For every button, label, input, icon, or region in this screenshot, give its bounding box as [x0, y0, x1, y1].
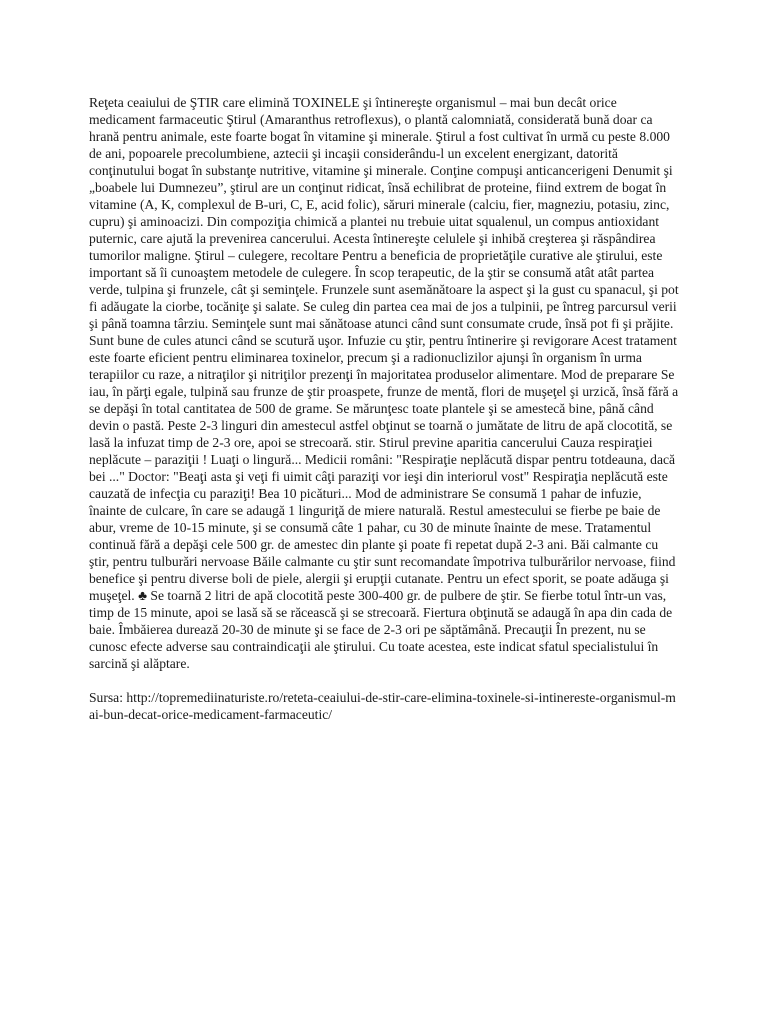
- document-content: [89, 94, 681, 723]
- source-link: Sursa: http://topremediinaturiste.ro/reteta-ceaiului-de-stir-care-elimina-toxinele-si-intinereste-organismul-mai-bun-decat-orice-medicament-farmaceutic/: [89, 690, 676, 722]
- article-body: Reţeta ceaiului de ŞTIR care elimină TOXINELE şi întinereşte organismul – mai bun decât orice medicament farmaceutic Ştirul (Amaranthus retroflexus), o plantă calomniată, considerată bună doar ca hrană pentru animale, este foarte bogat în vitamine şi minerale. Ştirul a fost cultivat în urmă cu peste 8.000 de ani, popoarele precolumbiene, aztecii şi incaşii considerându-l un excelent energizant, datorită conţinutului bogat în substanţe nutritive, vitamine şi minerale. Conţine compuşi anticancerigeni Denumit şi „boabele lui Dumnezeu”, ştirul are un conţinut ridicat, însă echilibrat de proteine, fiind extrem de bogat în vitamine (A, K, complexul de B-uri, C, E, acid folic), săruri minerale (calciu, fier, magneziu, potasiu, zinc, cupru) şi aminoacizi. Din compoziţia chimică a plantei nu trebuie uitat squalenul, un compus antioxidant puternic, care ajută la prevenirea cancerului. Acesta întinereşte celulele şi inhibă creşterea şi răspândirea tumorilor maligne. Ştirul – culegere, recoltare Pentru a beneficia de proprietăţile curative ale ştirului, este important să îi cunoaştem metodele de culegere. În scop terapeutic, de la ştir se consumă atât atât partea verde, tulpina şi frunzele, cât şi seminţele. Frunzele sunt asemănătoare la aspect şi la gust cu spanacul, şi pot fi adăugate la ciorbe, tocăniţe şi salate. Se culeg din partea cea mai de jos a tulpinii, pe întreg parcursul verii şi până toamna târziu. Seminţele sunt mai sănătoase atunci când sunt consumate crude, însă pot fi şi prăjite. Sunt bune de cules atunci când se scutură uşor. Infuzie cu ştir, pentru întinerire şi revigorare Acest tratament este foarte eficient pentru eliminarea toxinelor, precum şi a radionuclizilor ajunşi în organism în urma terapiilor cu raze, a nitraţilor şi nitriţilor prezenţi în majoritatea produselor alimentare. Mod de preparare Se iau, în părţi egale, tulpină sau frunze de ştir proaspete, frunze de mentă, flori de muşeţel şi urzică, însă fără a se depăşi în total cantitatea de 500 de grame. Se mărunţesc toate plantele şi se amestecă bine, până când devin o pastă. Peste 2-3 linguri din amestecul astfel obţinut se toarnă o jumătate de litru de apă clocotită, se lasă la infuzat timp de 2-3 ore, apoi se strecoară. stir. Stirul previne aparitia cancerului Cauza respiraţiei neplăcute – paraziţii ! Luaţi o lingură... Medicii români: "Respiraţie neplăcută dispar pentru totdeauna, dacă bei ..." Doctor: "Beaţi asta şi veţi fi uimit câţi paraziţi vor ieşi din interiorul vost" Respiraţia neplăcută este cauzată de infecţia cu paraziţi! Bea 10 picături... Mod de administrare Se consumă 1 pahar de infuzie, înainte de culcare, în care se adaugă 1 linguriţă de miere naturală. Restul amestecului se fierbe pe baie de abur, vreme de 10-15 minute, şi se consumă câte 1 pahar, cu 30 de minute înainte de mese. Tratamentul continuă fără a depăşi cele 500 gr. de amestec din plante şi poate fi repetat după 2-3 ani. Băi calmante cu ştir, pentru tulburări nervoase Băile calmante cu ştir sunt recomandate împotriva tulburărilor nervoase, fiind benefice şi pentru diverse boli de piele, alergii şi erupţii cutanate. Pentru un efect sporit, se poate adăuga şi muşeţel. ♣ Se toarnă 2 litri de apă clocotită peste 300-400 gr. de pulbere de ştir. Se fierbe totul într-un vas, timp de 15 minute, apoi se lasă să se răcească şi se strecoară. Fiertura obţinută se adaugă în apa din cada de baie. Îmbăierea durează 20-30 de minute şi se face de 2-3 ori pe săptămână. Precauţii În prezent, nu se cunosc efecte adverse sau contraindicaţii ale ştirului. Cu toate acestea, este indicat sfatul specialistului în sarcină şi alăptare.: [89, 95, 679, 671]
